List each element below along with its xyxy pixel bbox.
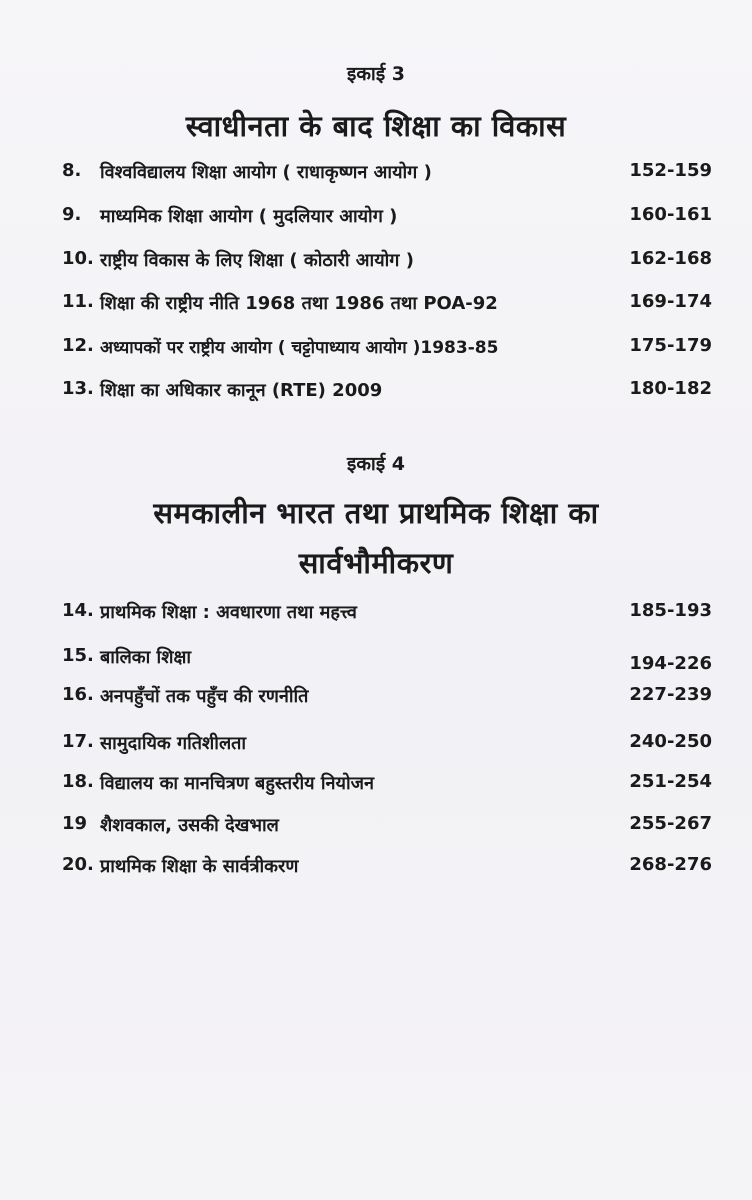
entry-title: प्राथमिक शिक्षा : अवधारणा तथा महत्त्व <box>100 602 357 623</box>
toc-entry[interactable] <box>62 248 712 278</box>
entry-title: शैशवकाल, उसकी देखभाल <box>100 815 279 836</box>
entry-number: 17. <box>62 731 94 752</box>
toc-entry[interactable] <box>62 335 712 365</box>
entry-pages: 185-193 <box>629 600 712 621</box>
entry-number: 9. <box>62 204 82 225</box>
entry-title: शिक्षा का अधिकार कानून (RTE) 2009 <box>100 380 383 401</box>
toc-entry[interactable] <box>62 160 712 190</box>
entry-title: सामुदायिक गतिशीलता <box>100 733 247 754</box>
entry-number: 8. <box>62 160 82 181</box>
entry-pages: 162-168 <box>629 248 712 269</box>
toc-entry[interactable] <box>62 204 712 234</box>
entry-number: 19 <box>62 813 88 834</box>
entry-pages: 175-179 <box>629 335 712 356</box>
entry-pages: 251-254 <box>629 771 712 792</box>
entry-number: 16. <box>62 684 94 705</box>
unit-3-title: स्वाधीनता के बाद शिक्षा का विकास <box>185 109 567 143</box>
unit-3-label: इकाई 3 <box>346 63 405 85</box>
entry-number: 14. <box>62 600 94 621</box>
toc-entry[interactable] <box>62 291 712 321</box>
entry-title: विश्वविद्यालय शिक्षा आयोग ( राधाकृष्णन आयोग ) <box>100 162 432 183</box>
toc-entry[interactable] <box>62 771 712 801</box>
toc-entry[interactable] <box>62 684 712 714</box>
entry-number: 15. <box>62 645 94 666</box>
entry-pages: 240-250 <box>629 731 712 752</box>
unit-4-title-line-2: सार्वभौमीकरण <box>298 546 454 580</box>
toc-entry[interactable] <box>62 378 712 408</box>
entry-title: शिक्षा की राष्ट्रीय नीति 1968 तथा 1986 तथा POA-92 <box>100 293 498 314</box>
entry-number: 20. <box>62 854 94 875</box>
entry-title: अध्यापकों पर राष्ट्रीय आयोग ( चट्टोपाध्याय आयोग )1983-85 <box>100 338 499 358</box>
entry-number: 13. <box>62 378 94 399</box>
entry-number: 11. <box>62 291 94 312</box>
entry-pages: 194-226 <box>629 653 712 674</box>
entry-pages: 160-161 <box>629 204 712 225</box>
unit-4-label: इकाई 4 <box>346 453 405 475</box>
toc-entry[interactable] <box>62 854 712 884</box>
entry-title: राष्ट्रीय विकास के लिए शिक्षा ( कोठारी आयोग ) <box>100 250 414 271</box>
entry-pages: 180-182 <box>629 378 712 399</box>
toc-entry[interactable] <box>62 645 712 675</box>
entry-pages: 227-239 <box>629 684 712 705</box>
entry-number: 12. <box>62 335 94 356</box>
entry-pages: 255-267 <box>629 813 712 834</box>
entry-title: विद्यालय का मानचित्रण बहुस्तरीय नियोजन <box>100 773 374 794</box>
entry-pages: 152-159 <box>629 160 712 181</box>
entry-title: माध्यमिक शिक्षा आयोग ( मुदलियार आयोग ) <box>100 206 398 227</box>
toc-entry[interactable] <box>62 731 712 761</box>
entry-number: 18. <box>62 771 94 792</box>
entry-title: बालिका शिक्षा <box>100 647 192 668</box>
entry-title: अनपहुँचों तक पहुँच की रणनीति <box>100 686 309 707</box>
toc-entry[interactable] <box>62 813 712 843</box>
entry-title: प्राथमिक शिक्षा के सार्वत्रीकरण <box>100 856 299 877</box>
entry-pages: 169-174 <box>629 291 712 312</box>
toc-entry[interactable] <box>62 600 712 630</box>
entry-pages: 268-276 <box>629 854 712 875</box>
entry-number: 10. <box>62 248 94 269</box>
unit-4-title-line-1: समकालीन भारत तथा प्राथमिक शिक्षा का <box>153 496 599 530</box>
